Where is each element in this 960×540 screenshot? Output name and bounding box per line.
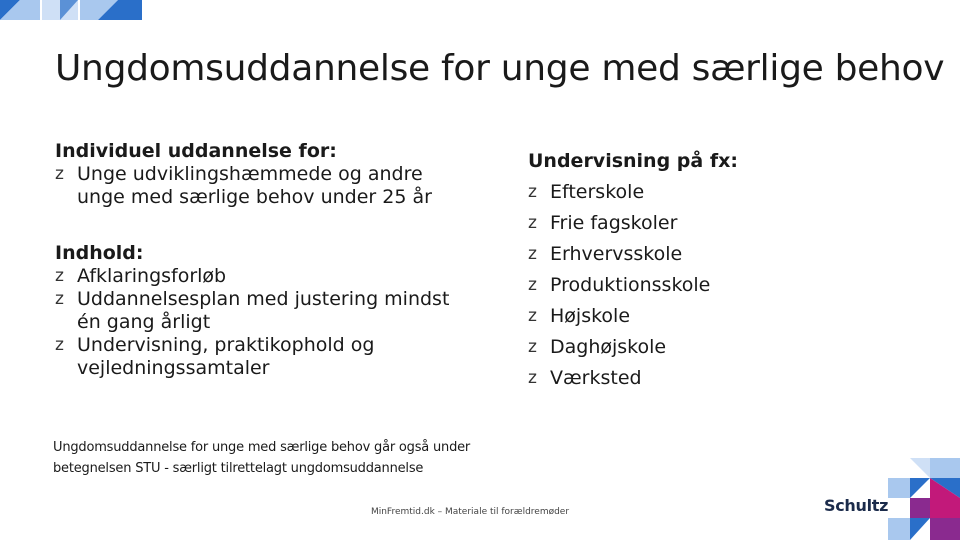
list-item: z Undervisning, praktikophold og vejledningssamtaler [55,334,375,379]
left-heading-2: Indhold: [55,242,144,264]
list-item: z Produktionsskole [528,270,928,301]
list-item: z Afklaringsforløb [55,265,227,287]
left-heading-1: Individuel uddannelse for: [55,140,337,162]
list-item: z Daghøjskole [528,332,928,363]
slide-title: Ungdomsuddannelse for unge med særlige behov [55,48,945,89]
school-type-list [528,177,928,394]
bullet-icon: z [528,275,537,295]
bullet-icon: z [528,213,537,233]
list-item: z Erhvervsskole [528,239,928,270]
bullet-icon: z [528,306,537,326]
decorative-corner-graphic [888,458,960,540]
list-item: z Uddannelsesplan med justering mindst én gang årligt [55,288,450,333]
decorative-banner-top [0,0,150,20]
right-heading: Undervisning på fx: [528,150,738,172]
bullet-icon: z [55,266,64,286]
list-item: z Unge udviklingshæmmede og andre unge med særlige behov under 25 år [55,163,432,208]
content-list [55,265,475,380]
bullet-icon: z [528,244,537,264]
bullet-icon: z [528,368,537,388]
right-column [528,146,928,394]
bullet-icon: z [55,335,64,355]
list-item: z Værksted [528,363,928,394]
list-item: z Højskole [528,301,928,332]
bullet-icon: z [528,182,537,202]
schultz-logo: Schultz [824,496,889,515]
target-group-list [55,163,475,209]
footnote: Ungdomsuddannelse for unge med særlige behov går også under betegnelsen STU - særligt tilrettelagt ungdomsuddannelse [53,440,471,476]
footer-text: MinFremtid.dk – Materiale til forældremøder [370,507,570,517]
bullet-icon: z [528,337,537,357]
left-column [55,140,475,380]
bullet-icon: z [55,289,64,309]
bullet-icon: z [55,164,64,184]
list-item: z Efterskole [528,177,928,208]
list-item: z Frie fagskoler [528,208,928,239]
